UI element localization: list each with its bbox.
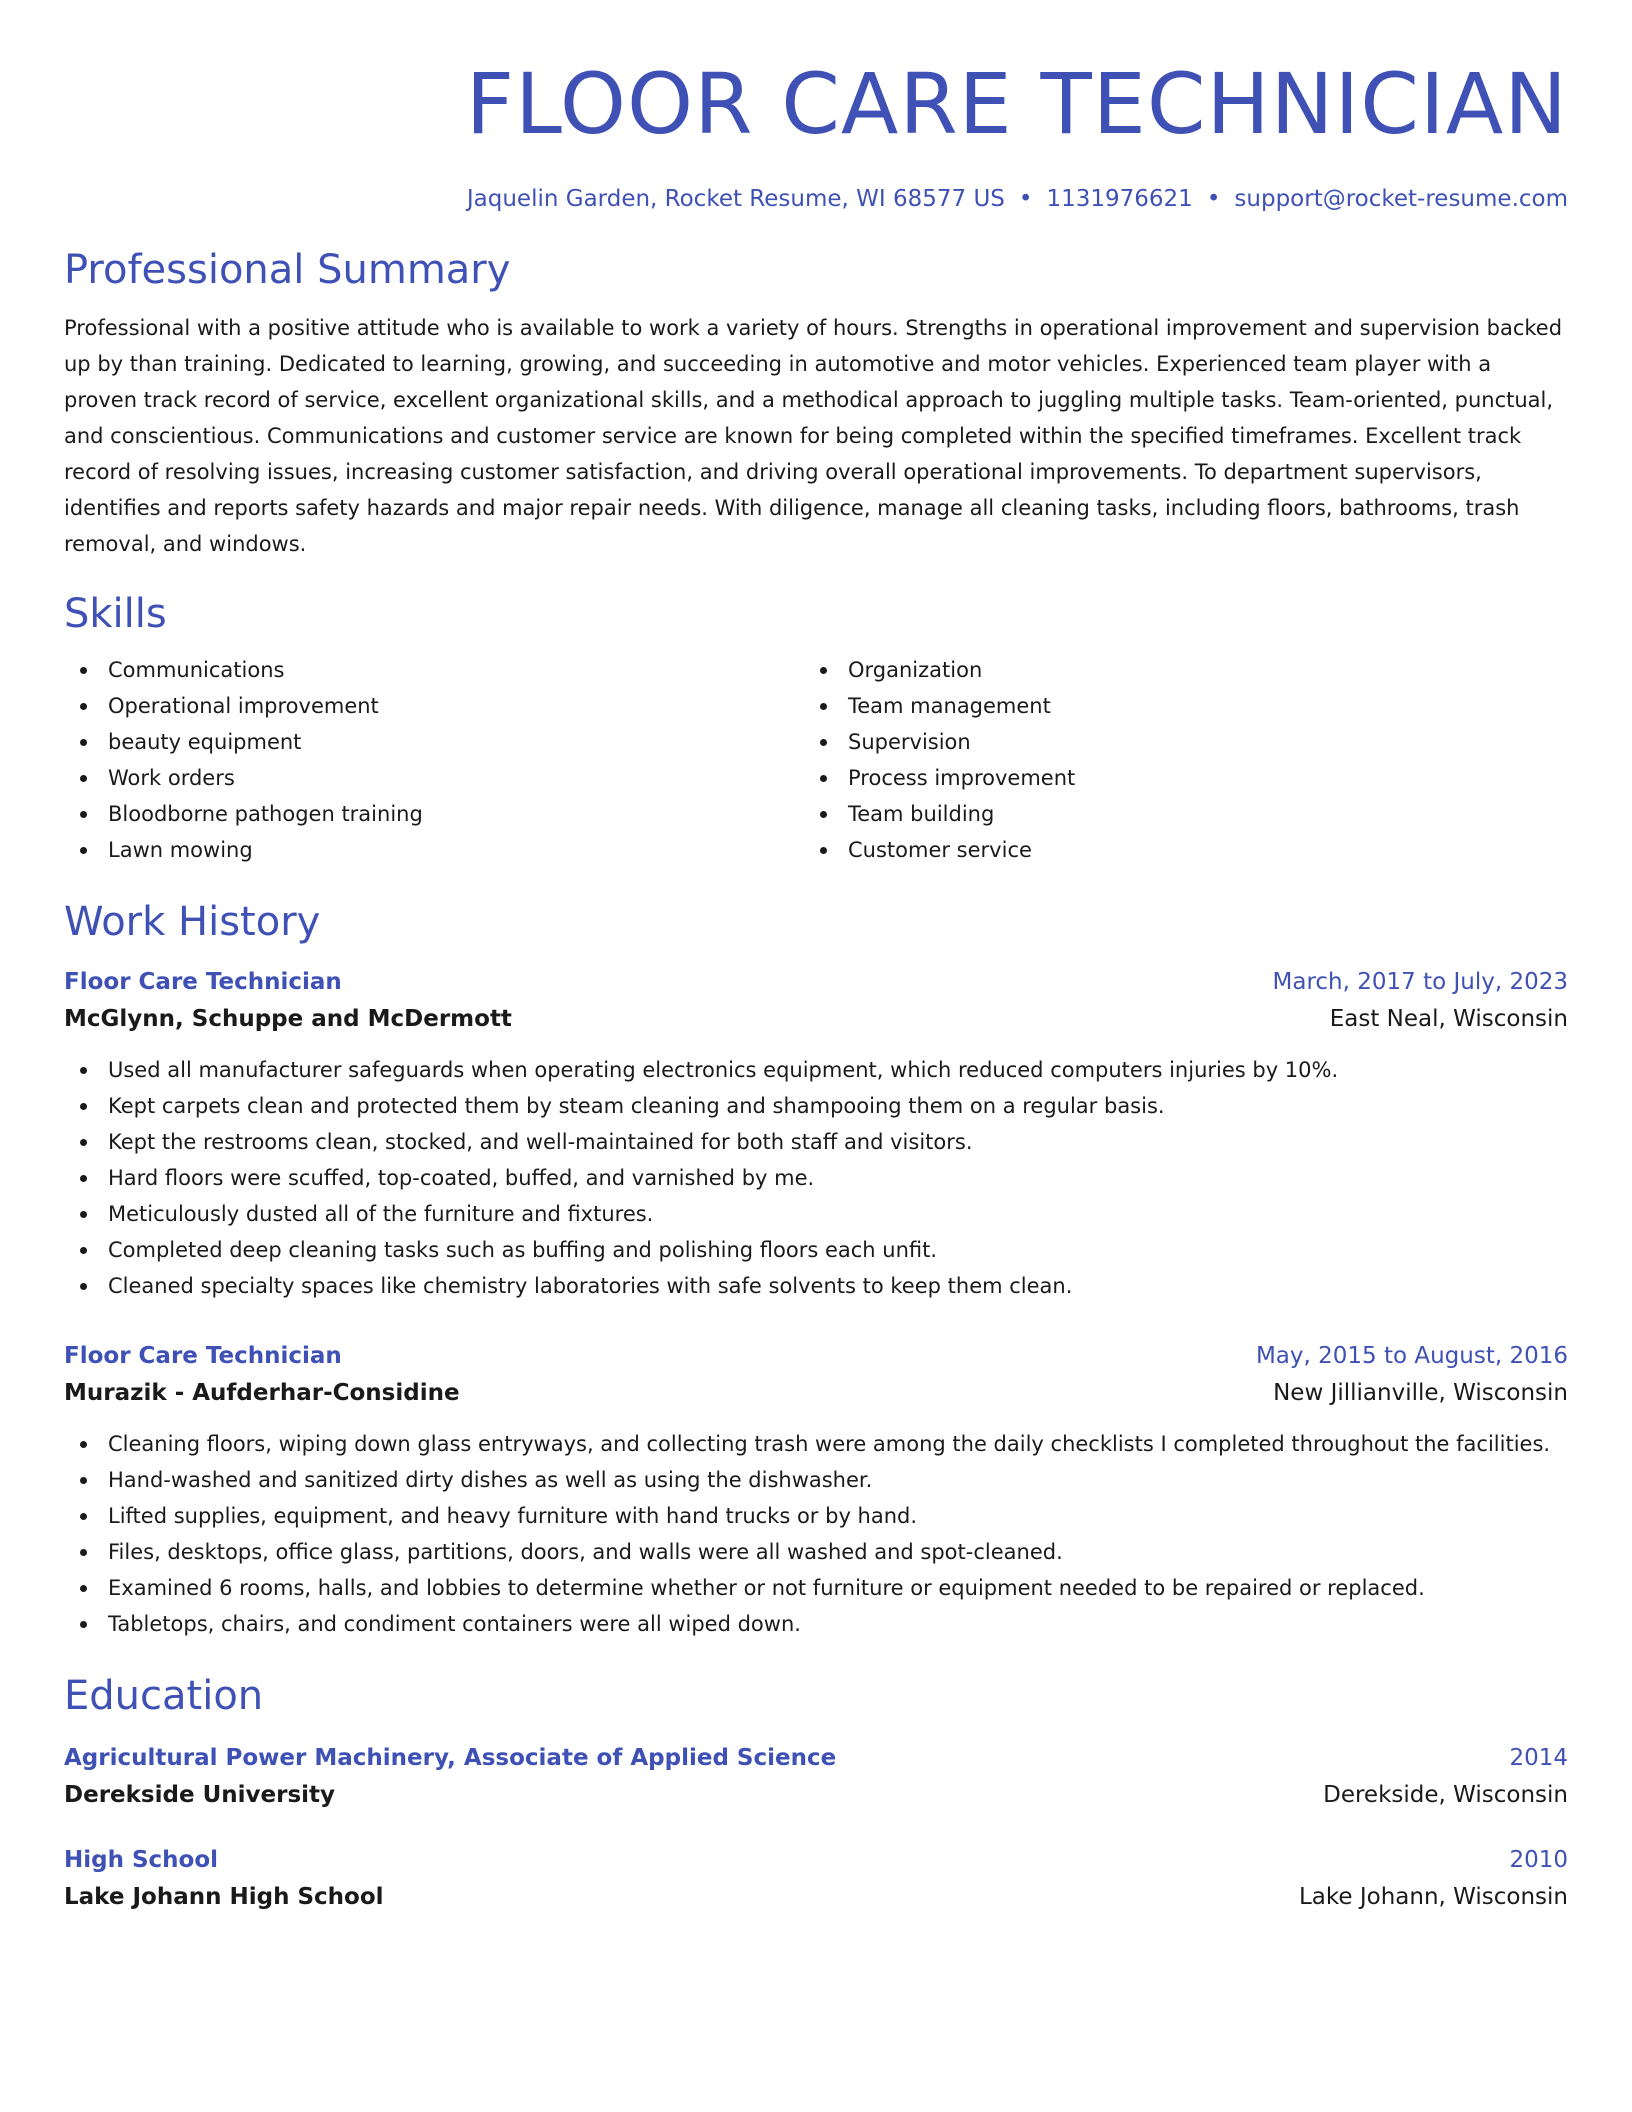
job-bullet: Kept the restrooms clean, stocked, and well-maintained for both staff and visitors. — [64, 1124, 1568, 1160]
job-bullets — [64, 1426, 1568, 1642]
job-company: McGlynn, Schuppe and McDermott — [64, 1006, 512, 1032]
skill-item: beauty equipment — [64, 724, 804, 760]
job-bullet: Hand-washed and sanitized dirty dishes as well as using the dishwasher. — [64, 1462, 1568, 1498]
education-degree: High School — [64, 1847, 219, 1873]
contact-phone: 1131976621 — [1046, 186, 1193, 212]
skill-item: Supervision — [804, 724, 1544, 760]
skills-list — [64, 652, 1568, 868]
skill-item: Communications — [64, 652, 804, 688]
education-entry — [64, 1842, 1568, 1916]
resume-header — [64, 56, 1568, 214]
contact-email: support@rocket-resume.com — [1234, 186, 1568, 212]
job-dates: May, 2015 to August, 2016 — [1255, 1343, 1568, 1369]
job-bullet: Cleaned specialty spaces like chemistry laboratories with safe solvents to keep them clean. — [64, 1268, 1568, 1304]
skills-column-left — [64, 652, 804, 868]
skill-item: Process improvement — [804, 760, 1544, 796]
job-bullets — [64, 1052, 1568, 1304]
education-location: Lake Johann, Wisconsin — [1298, 1884, 1568, 1910]
education-header-row — [64, 1842, 1568, 1878]
education-header-row — [64, 1740, 1568, 1776]
education-school: Lake Johann High School — [64, 1884, 384, 1910]
work-history-heading: Work History — [64, 899, 321, 945]
education-location: Derekside, Wisconsin — [1323, 1782, 1568, 1808]
job-role: Floor Care Technician — [64, 969, 342, 995]
education-heading: Education — [64, 1673, 264, 1719]
job-bullet: Kept carpets clean and protected them by steam cleaning and shampooing them on a regular basis. — [64, 1088, 1568, 1124]
job-bullet: Completed deep cleaning tasks such as buffing and polishing floors each unfit. — [64, 1232, 1568, 1268]
summary-heading: Professional Summary — [64, 247, 511, 293]
job-role: Floor Care Technician — [64, 1343, 342, 1369]
separator-dot: • — [1206, 186, 1221, 212]
job-bullet: Files, desktops, office glass, partitions, doors, and walls were all washed and spot-cleaned. — [64, 1534, 1568, 1570]
education-year: 2014 — [1509, 1745, 1568, 1771]
education-entry — [64, 1740, 1568, 1814]
contact-line — [64, 184, 1568, 214]
job-bullet: Hard floors were scuffed, top-coated, buffed, and varnished by me. — [64, 1160, 1568, 1196]
job-entry — [64, 964, 1568, 1304]
contact-address: Jaquelin Garden, Rocket Resume, WI 68577 US — [466, 186, 1005, 212]
job-location: East Neal, Wisconsin — [1329, 1006, 1568, 1032]
job-company-row — [64, 1374, 1568, 1412]
job-bullet: Tabletops, chairs, and condiment containers were all wiped down. — [64, 1606, 1568, 1642]
job-bullet: Lifted supplies, equipment, and heavy furniture with hand trucks or by hand. — [64, 1498, 1568, 1534]
skill-item: Organization — [804, 652, 1544, 688]
job-header-row — [64, 964, 1568, 1000]
job-company-row — [64, 1000, 1568, 1038]
summary-text: Professional with a positive attitude who is available to work a variety of hours. Strengths in operational improvement and supervision backed up by than training. Dedicated to learning, growing, and succeeding in automotive and motor vehicles. Experienced team player with a proven track record of service, excellent organizational skills, and a methodical approach to juggling multiple tasks. Team-oriented, punctual, and conscientious. Communications and customer service are known for being completed within the specified timeframes. Excellent track record of resolving issues, increasing customer satisfaction, and driving overall operational improvements. To department supervisors, identifies and reports safety hazards and major repair needs. With diligence, manage all cleaning tasks, including floors, bathrooms, trash removal, and windows. — [64, 316, 1563, 556]
job-bullet: Meticulously dusted all of the furniture and fixtures. — [64, 1196, 1568, 1232]
skill-item: Work orders — [64, 760, 804, 796]
education-school: Derekside University — [64, 1782, 336, 1808]
education-school-row — [64, 1776, 1568, 1814]
job-company: Murazik - Aufderhar-Considine — [64, 1380, 460, 1406]
skill-item: Team management — [804, 688, 1544, 724]
job-title-heading: FLOOR CARE TECHNICIAN — [465, 55, 1568, 153]
job-location: New Jillianville, Wisconsin — [1273, 1380, 1568, 1406]
education-degree: Agricultural Power Machinery, Associate of Applied Science — [64, 1745, 837, 1771]
education-year: 2010 — [1509, 1847, 1568, 1873]
job-dates: March, 2017 to July, 2023 — [1272, 969, 1568, 995]
separator-dot: • — [1018, 186, 1033, 212]
skill-item: Operational improvement — [64, 688, 804, 724]
job-bullet: Examined 6 rooms, halls, and lobbies to determine whether or not furniture or equipment needed to be repaired or replaced. — [64, 1570, 1568, 1606]
education-school-row — [64, 1878, 1568, 1916]
job-header-row — [64, 1338, 1568, 1374]
skill-item: Customer service — [804, 832, 1544, 868]
skill-item: Bloodborne pathogen training — [64, 796, 804, 832]
job-bullet: Used all manufacturer safeguards when operating electronics equipment, which reduced computers injuries by 10%. — [64, 1052, 1568, 1088]
skill-item: Team building — [804, 796, 1544, 832]
skill-item: Lawn mowing — [64, 832, 804, 868]
skills-heading: Skills — [64, 591, 167, 637]
job-bullet: Cleaning floors, wiping down glass entryways, and collecting trash were among the daily checklists I completed throughout the facilities. — [64, 1426, 1568, 1462]
job-entry — [64, 1338, 1568, 1642]
skills-column-right — [804, 652, 1544, 868]
